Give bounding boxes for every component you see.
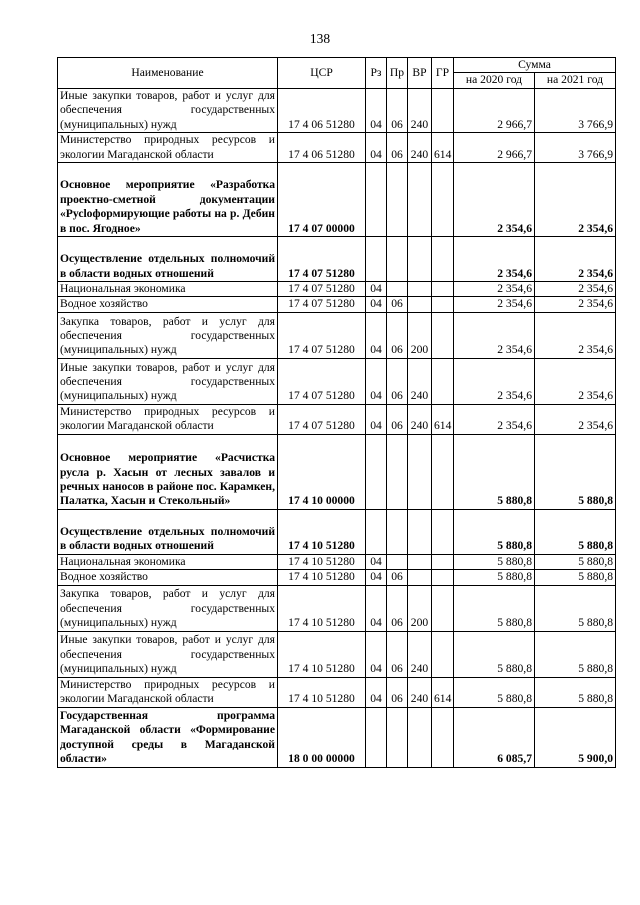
row-vr bbox=[408, 297, 432, 312]
row-sum-2021: 5 900,0 bbox=[535, 707, 616, 767]
row-sum-2021: 5 880,8 bbox=[535, 677, 616, 707]
row-name: Иные закупки товаров, работ и услуг для обеспечения государственных (муниципальных) нужд bbox=[58, 358, 278, 404]
row-vr: 240 bbox=[408, 133, 432, 163]
budget-table bbox=[57, 57, 616, 768]
row-sum-2021: 2 354,6 bbox=[535, 297, 616, 312]
row-pr: 06 bbox=[387, 570, 408, 585]
row-rz: 04 bbox=[366, 358, 387, 404]
row-name: Осуществление отдельных полномочий в области водных отношений bbox=[58, 509, 278, 554]
row-name: Основное мероприятие «Расчистка русла р. Хасын от лесных завалов и речных наносов в районе пос. Карамкен, Палатка, Хасын и Стекольный» bbox=[58, 434, 278, 509]
row-gr bbox=[432, 570, 454, 585]
row-sum-2021: 5 880,8 bbox=[535, 434, 616, 509]
row-name: Водное хозяйство bbox=[58, 570, 278, 585]
header-sum: Сумма bbox=[454, 58, 616, 73]
row-gr bbox=[432, 554, 454, 569]
row-csr: 18 0 00 00000 bbox=[278, 707, 366, 767]
row-name: Осуществление отдельных полномочий в области водных отношений bbox=[58, 237, 278, 282]
row-rz: 04 bbox=[366, 297, 387, 312]
table-row bbox=[58, 509, 616, 554]
row-sum-2021: 5 880,8 bbox=[535, 509, 616, 554]
row-gr bbox=[432, 358, 454, 404]
row-pr bbox=[387, 434, 408, 509]
row-pr bbox=[387, 163, 408, 237]
row-pr bbox=[387, 282, 408, 297]
row-name: Национальная экономика bbox=[58, 554, 278, 569]
row-sum-2020: 2 966,7 bbox=[454, 133, 535, 163]
row-sum-2021: 5 880,8 bbox=[535, 570, 616, 585]
row-vr bbox=[408, 707, 432, 767]
row-vr: 200 bbox=[408, 585, 432, 631]
row-sum-2020: 5 880,8 bbox=[454, 677, 535, 707]
row-gr bbox=[432, 163, 454, 237]
table-row bbox=[58, 677, 616, 707]
row-sum-2020: 5 880,8 bbox=[454, 554, 535, 569]
header-gr: ГР bbox=[432, 58, 454, 89]
row-csr: 17 4 07 51280 bbox=[278, 358, 366, 404]
row-csr: 17 4 07 51280 bbox=[278, 312, 366, 358]
table-row bbox=[58, 570, 616, 585]
row-csr: 17 4 10 00000 bbox=[278, 434, 366, 509]
row-vr bbox=[408, 509, 432, 554]
row-pr: 06 bbox=[387, 88, 408, 132]
row-rz: 04 bbox=[366, 312, 387, 358]
row-name: Министерство природных ресурсов и экологии Магаданской области bbox=[58, 133, 278, 163]
row-sum-2020: 6 085,7 bbox=[454, 707, 535, 767]
row-vr: 240 bbox=[408, 677, 432, 707]
row-sum-2020: 2 354,6 bbox=[454, 282, 535, 297]
row-name: Министерство природных ресурсов и экологии Магаданской области bbox=[58, 677, 278, 707]
row-pr bbox=[387, 554, 408, 569]
row-gr bbox=[432, 509, 454, 554]
row-rz bbox=[366, 707, 387, 767]
row-csr: 17 4 10 51280 bbox=[278, 570, 366, 585]
row-pr: 06 bbox=[387, 404, 408, 434]
table-row bbox=[58, 554, 616, 569]
row-name: Закупка товаров, работ и услуг для обеспечения государственных (муниципальных) нужд bbox=[58, 585, 278, 631]
row-sum-2020: 5 880,8 bbox=[454, 434, 535, 509]
header-pr: Пр bbox=[387, 58, 408, 89]
row-name: Закупка товаров, работ и услуг для обеспечения государственных (муниципальных) нужд bbox=[58, 312, 278, 358]
row-pr: 06 bbox=[387, 297, 408, 312]
table-row bbox=[58, 133, 616, 163]
row-rz: 04 bbox=[366, 585, 387, 631]
row-csr: 17 4 07 51280 bbox=[278, 404, 366, 434]
row-rz: 04 bbox=[366, 631, 387, 677]
row-vr bbox=[408, 570, 432, 585]
row-sum-2021: 2 354,6 bbox=[535, 237, 616, 282]
row-vr bbox=[408, 282, 432, 297]
row-rz: 04 bbox=[366, 570, 387, 585]
row-sum-2021: 2 354,6 bbox=[535, 282, 616, 297]
row-pr: 06 bbox=[387, 677, 408, 707]
row-sum-2020: 2 966,7 bbox=[454, 88, 535, 132]
header-vr: ВР bbox=[408, 58, 432, 89]
row-name: Иные закупки товаров, работ и услуг для обеспечения государственных (муниципальных) нужд bbox=[58, 631, 278, 677]
row-gr bbox=[432, 585, 454, 631]
row-sum-2021: 3 766,9 bbox=[535, 133, 616, 163]
page-number: 138 bbox=[309, 31, 331, 46]
row-sum-2020: 2 354,6 bbox=[454, 312, 535, 358]
row-rz bbox=[366, 434, 387, 509]
row-sum-2020: 5 880,8 bbox=[454, 570, 535, 585]
row-gr: 614 bbox=[432, 677, 454, 707]
row-vr: 200 bbox=[408, 312, 432, 358]
row-pr: 06 bbox=[387, 358, 408, 404]
row-pr bbox=[387, 237, 408, 282]
row-pr bbox=[387, 509, 408, 554]
table-row bbox=[58, 312, 616, 358]
row-sum-2020: 5 880,8 bbox=[454, 585, 535, 631]
row-vr bbox=[408, 434, 432, 509]
table-row bbox=[58, 358, 616, 404]
table-row bbox=[58, 585, 616, 631]
row-vr: 240 bbox=[408, 404, 432, 434]
row-name: Иные закупки товаров, работ и услуг для обеспечения государственных (муниципальных) нужд bbox=[58, 88, 278, 132]
row-name: Водное хозяйство bbox=[58, 297, 278, 312]
row-vr bbox=[408, 554, 432, 569]
row-name: Министерство природных ресурсов и экологии Магаданской области bbox=[58, 404, 278, 434]
row-rz bbox=[366, 163, 387, 237]
row-gr bbox=[432, 237, 454, 282]
row-rz: 04 bbox=[366, 133, 387, 163]
row-rz bbox=[366, 509, 387, 554]
row-pr bbox=[387, 707, 408, 767]
row-csr: 17 4 06 51280 bbox=[278, 133, 366, 163]
row-csr: 17 4 10 51280 bbox=[278, 585, 366, 631]
row-pr: 06 bbox=[387, 631, 408, 677]
row-rz: 04 bbox=[366, 554, 387, 569]
row-gr bbox=[432, 631, 454, 677]
row-pr: 06 bbox=[387, 312, 408, 358]
row-sum-2020: 2 354,6 bbox=[454, 297, 535, 312]
row-rz: 04 bbox=[366, 404, 387, 434]
row-gr: 614 bbox=[432, 404, 454, 434]
table-row bbox=[58, 631, 616, 677]
row-csr: 17 4 10 51280 bbox=[278, 677, 366, 707]
row-gr bbox=[432, 88, 454, 132]
table-row bbox=[58, 434, 616, 509]
table-row bbox=[58, 282, 616, 297]
row-rz: 04 bbox=[366, 88, 387, 132]
row-rz bbox=[366, 237, 387, 282]
row-rz: 04 bbox=[366, 677, 387, 707]
header-2021: на 2021 год bbox=[535, 73, 616, 88]
row-gr bbox=[432, 434, 454, 509]
row-sum-2021: 2 354,6 bbox=[535, 312, 616, 358]
row-name: Основное мероприятие «Разработка проектно-сметной документации «Русloформирующие работы на р. Дебин в пос. Ягодное» bbox=[58, 163, 278, 237]
row-sum-2021: 2 354,6 bbox=[535, 404, 616, 434]
row-sum-2021: 5 880,8 bbox=[535, 631, 616, 677]
row-gr bbox=[432, 707, 454, 767]
row-sum-2021: 3 766,9 bbox=[535, 88, 616, 132]
row-csr: 17 4 10 51280 bbox=[278, 631, 366, 677]
row-sum-2020: 2 354,6 bbox=[454, 358, 535, 404]
row-csr: 17 4 07 00000 bbox=[278, 163, 366, 237]
header-row bbox=[58, 58, 616, 73]
header-name: Наименование bbox=[58, 58, 278, 89]
row-vr: 240 bbox=[408, 631, 432, 677]
row-rz: 04 bbox=[366, 282, 387, 297]
row-csr: 17 4 07 51280 bbox=[278, 297, 366, 312]
header-csr: ЦСР bbox=[278, 58, 366, 89]
row-csr: 17 4 10 51280 bbox=[278, 509, 366, 554]
table-row bbox=[58, 404, 616, 434]
row-sum-2020: 5 880,8 bbox=[454, 631, 535, 677]
table-row bbox=[58, 88, 616, 132]
row-vr: 240 bbox=[408, 358, 432, 404]
row-vr: 240 bbox=[408, 88, 432, 132]
header-rz: Рз bbox=[366, 58, 387, 89]
row-sum-2021: 5 880,8 bbox=[535, 554, 616, 569]
header-2020: на 2020 год bbox=[454, 73, 535, 88]
table-row bbox=[58, 707, 616, 767]
row-vr bbox=[408, 163, 432, 237]
row-csr: 17 4 07 51280 bbox=[278, 237, 366, 282]
row-gr bbox=[432, 297, 454, 312]
row-sum-2021: 2 354,6 bbox=[535, 163, 616, 237]
row-gr bbox=[432, 312, 454, 358]
row-sum-2020: 2 354,6 bbox=[454, 163, 535, 237]
row-sum-2020: 2 354,6 bbox=[454, 404, 535, 434]
row-pr: 06 bbox=[387, 585, 408, 631]
row-name: Государственная программа Магаданской области «Формирование доступной среды в Магаданской области» bbox=[58, 707, 278, 767]
table-row bbox=[58, 297, 616, 312]
table-row bbox=[58, 163, 616, 237]
row-csr: 17 4 10 51280 bbox=[278, 554, 366, 569]
row-vr bbox=[408, 237, 432, 282]
row-sum-2020: 2 354,6 bbox=[454, 237, 535, 282]
table-row bbox=[58, 237, 616, 282]
row-sum-2021: 5 880,8 bbox=[535, 585, 616, 631]
row-pr: 06 bbox=[387, 133, 408, 163]
row-name: Национальная экономика bbox=[58, 282, 278, 297]
row-csr: 17 4 07 51280 bbox=[278, 282, 366, 297]
table-body bbox=[58, 88, 616, 767]
row-csr: 17 4 06 51280 bbox=[278, 88, 366, 132]
row-sum-2020: 5 880,8 bbox=[454, 509, 535, 554]
row-gr bbox=[432, 282, 454, 297]
row-gr: 614 bbox=[432, 133, 454, 163]
row-sum-2021: 2 354,6 bbox=[535, 358, 616, 404]
